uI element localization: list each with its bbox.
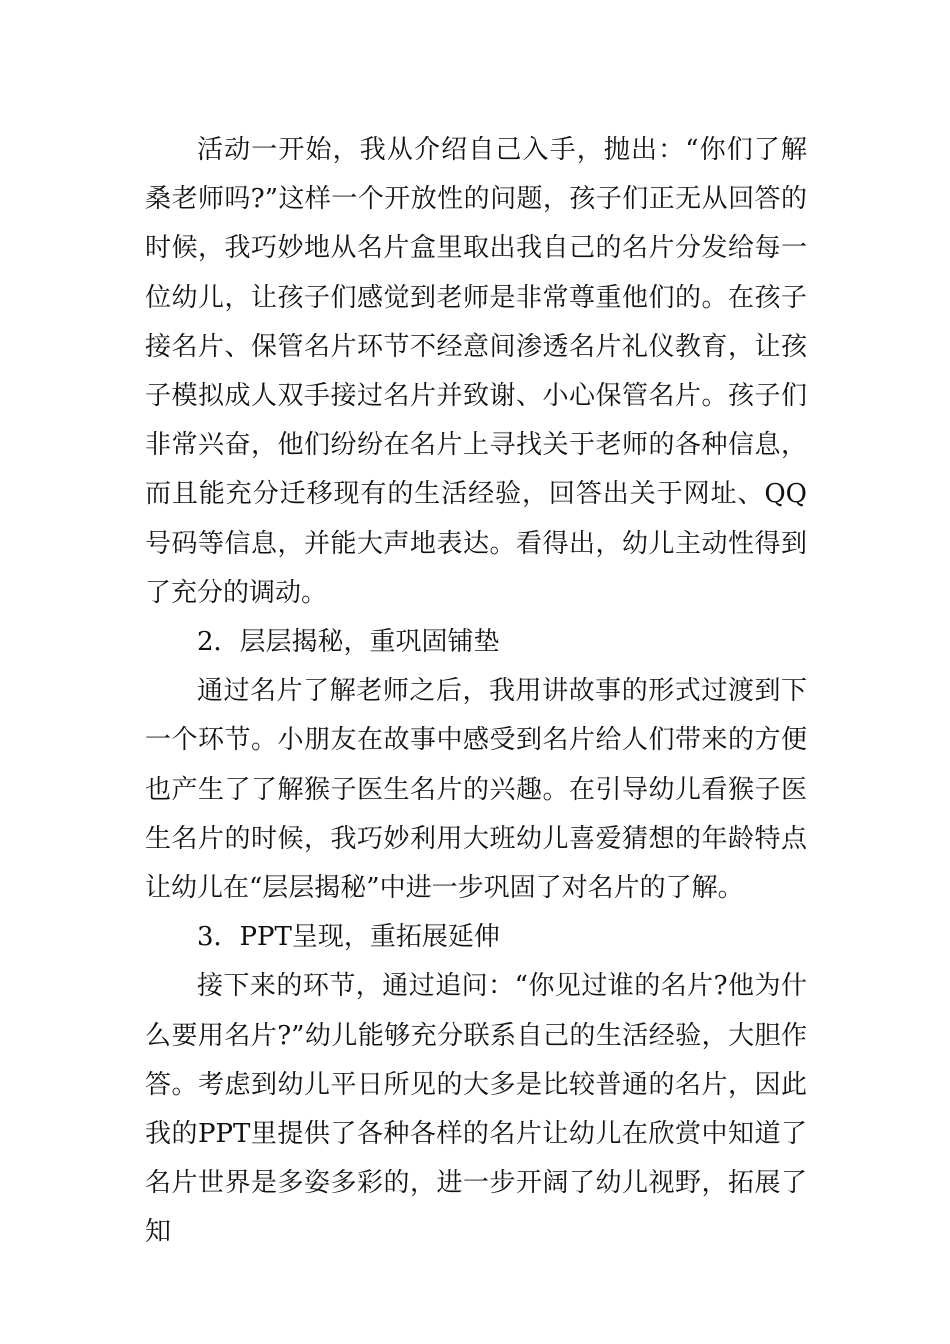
paragraph-layered-reveal: 通过名片了解老师之后，我用讲故事的形式过渡到下一个环节。小朋友在故事中感受到名片给人们带来的方便也产生了了解猴子医生名片的兴趣。在引导幼儿看猴子医生名片的时候，我巧妙利用大班幼儿喜爱猜想的年龄特点让幼儿在“层层揭秘”中进一步巩固了对名片的了解。 — [145, 676, 807, 904]
document-page — [145, 126, 807, 1258]
section-heading-3: 3．PPT呈现，重拓展延伸 — [197, 922, 500, 953]
paragraph-ppt-presentation: 接下来的环节，通过追问：“你见过谁的名片?他为什么要用名片?”幼儿能够充分联系自己的生活经验，大胆作答。考虑到幼儿平日所见的大多是比较普通的名片，因此我的PPT里提供了各种各样的名片让幼儿在欣赏中知道了名片世界是多姿多彩的，进一步开阔了幼儿视野，拓展了知 — [145, 971, 807, 1248]
paragraph-activity-intro: 活动一开始，我从介绍自己入手，抛出：“你们了解桑老师吗?”这样一个开放性的问题，孩子们正无从回答的时候，我巧妙地从名片盒里取出我自己的名片分发给每一位幼儿，让孩子们感觉到老师是非常尊重他们的。在孩子接名片、保管名片环节不经意间渗透名片礼仪教育，让孩子模拟成人双手接过名片并致谢、小心保管名片。孩子们非常兴奋，他们纷纷在名片上寻找关于老师的各种信息，而且能充分迁移现有的生活经验，回答出关于网址、QQ号码等信息，并能大声地表达。看得出，幼儿主动性得到了充分的调动。 — [145, 135, 807, 608]
section-heading-2: 2．层层揭秘，重巩固铺垫 — [197, 627, 500, 658]
